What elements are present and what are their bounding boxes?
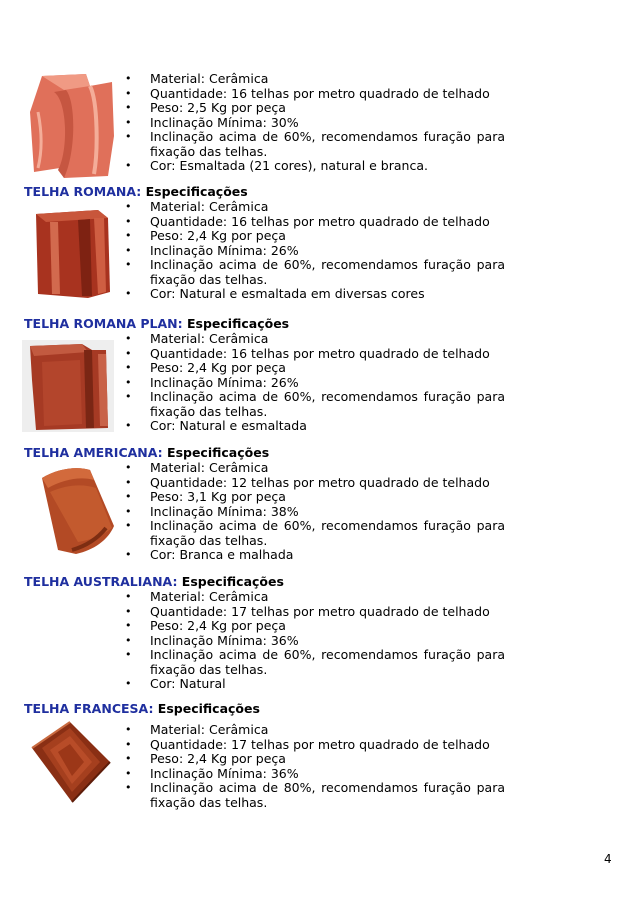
tile-image-romana <box>28 204 116 300</box>
heading-name: TELHA AUSTRALIANA: <box>24 574 178 589</box>
heading-spec-label: Especificações <box>182 316 290 331</box>
spec-item: • Inclinação Mínima: 38% <box>150 505 505 520</box>
spec-item: • Inclinação acima de 60%, recomendamos furação para fixação das telhas. <box>150 519 505 548</box>
spec-item: • Peso: 2,4 Kg por peça <box>150 619 505 634</box>
spec-item: • Cor: Natural e esmaltada em diversas cores <box>150 287 505 302</box>
heading-name: TELHA ROMANA: <box>24 184 142 199</box>
tile-image-americana <box>28 466 120 556</box>
tile-image-francesa <box>28 718 114 806</box>
spec-item: • Cor: Esmaltada (21 cores), natural e branca. <box>150 159 505 174</box>
spec-item: • Inclinação Mínima: 30% <box>150 116 505 131</box>
heading-name: TELHA ROMANA PLAN: <box>24 316 183 331</box>
spec-list-francesa <box>150 723 505 810</box>
section-heading-australiana <box>24 574 284 589</box>
section-heading-francesa <box>24 701 260 716</box>
spec-item: • Inclinação Mínima: 36% <box>150 767 505 782</box>
spec-item: • Material: Cerâmica <box>150 723 505 738</box>
spec-item: • Inclinação acima de 60%, recomendamos furação para fixação das telhas. <box>150 258 505 287</box>
heading-name: TELHA AMERICANA: <box>24 445 163 460</box>
spec-item: • Quantidade: 17 telhas por metro quadrado de telhado <box>150 738 505 753</box>
section-heading-romana <box>24 184 248 199</box>
section-heading-romana-plan <box>24 316 289 331</box>
heading-spec-label: Especificações <box>141 184 248 199</box>
spec-item: • Peso: 2,4 Kg por peça <box>150 361 505 376</box>
spec-item: • Inclinação acima de 60%, recomendamos furação para fixação das telhas. <box>150 130 505 159</box>
heading-name: TELHA FRANCESA: <box>24 701 154 716</box>
spec-item: • Inclinação Mínima: 36% <box>150 634 505 649</box>
spec-list-1 <box>150 72 505 174</box>
spec-item: • Quantidade: 16 telhas por metro quadrado de telhado <box>150 87 505 102</box>
heading-spec-label: Especificações <box>153 701 260 716</box>
spec-item: • Inclinação acima de 60%, recomendamos furação para fixação das telhas. <box>150 648 505 677</box>
spec-item: • Cor: Natural e esmaltada <box>150 419 505 434</box>
spec-item: • Material: Cerâmica <box>150 200 505 215</box>
spec-list-romana <box>150 200 505 302</box>
spec-item: • Inclinação Mínima: 26% <box>150 376 505 391</box>
heading-spec-label: Especificações <box>162 445 270 460</box>
spec-item: • Material: Cerâmica <box>150 461 505 476</box>
tile-image-romana-plan <box>22 340 114 432</box>
spec-item: • Peso: 2,4 Kg por peça <box>150 752 505 767</box>
tile-image-1 <box>24 72 116 180</box>
page-number: 4 <box>604 852 612 866</box>
spec-item: • Inclinação acima de 80%, recomendamos furação para fixação das telhas. <box>150 781 505 810</box>
spec-item: • Cor: Branca e malhada <box>150 548 505 563</box>
spec-item: • Peso: 2,4 Kg por peça <box>150 229 505 244</box>
spec-item: • Inclinação Mínima: 26% <box>150 244 505 259</box>
spec-list-australiana <box>150 590 505 692</box>
spec-item: • Quantidade: 16 telhas por metro quadrado de telhado <box>150 347 505 362</box>
spec-item: • Peso: 3,1 Kg por peça <box>150 490 505 505</box>
section-heading-americana <box>24 445 269 460</box>
spec-item: • Quantidade: 17 telhas por metro quadrado de telhado <box>150 605 505 620</box>
spec-item: • Material: Cerâmica <box>150 72 505 87</box>
spec-item: • Inclinação acima de 60%, recomendamos furação para fixação das telhas. <box>150 390 505 419</box>
spec-list-americana <box>150 461 505 563</box>
spec-item: • Material: Cerâmica <box>150 332 505 347</box>
spec-item: • Peso: 2,5 Kg por peça <box>150 101 505 116</box>
spec-item: • Cor: Natural <box>150 677 505 692</box>
heading-spec-label: Especificações <box>177 574 284 589</box>
spec-list-romana-plan <box>150 332 505 434</box>
spec-item: • Quantidade: 16 telhas por metro quadrado de telhado <box>150 215 505 230</box>
spec-item: • Material: Cerâmica <box>150 590 505 605</box>
spec-item: • Quantidade: 12 telhas por metro quadrado de telhado <box>150 476 505 491</box>
